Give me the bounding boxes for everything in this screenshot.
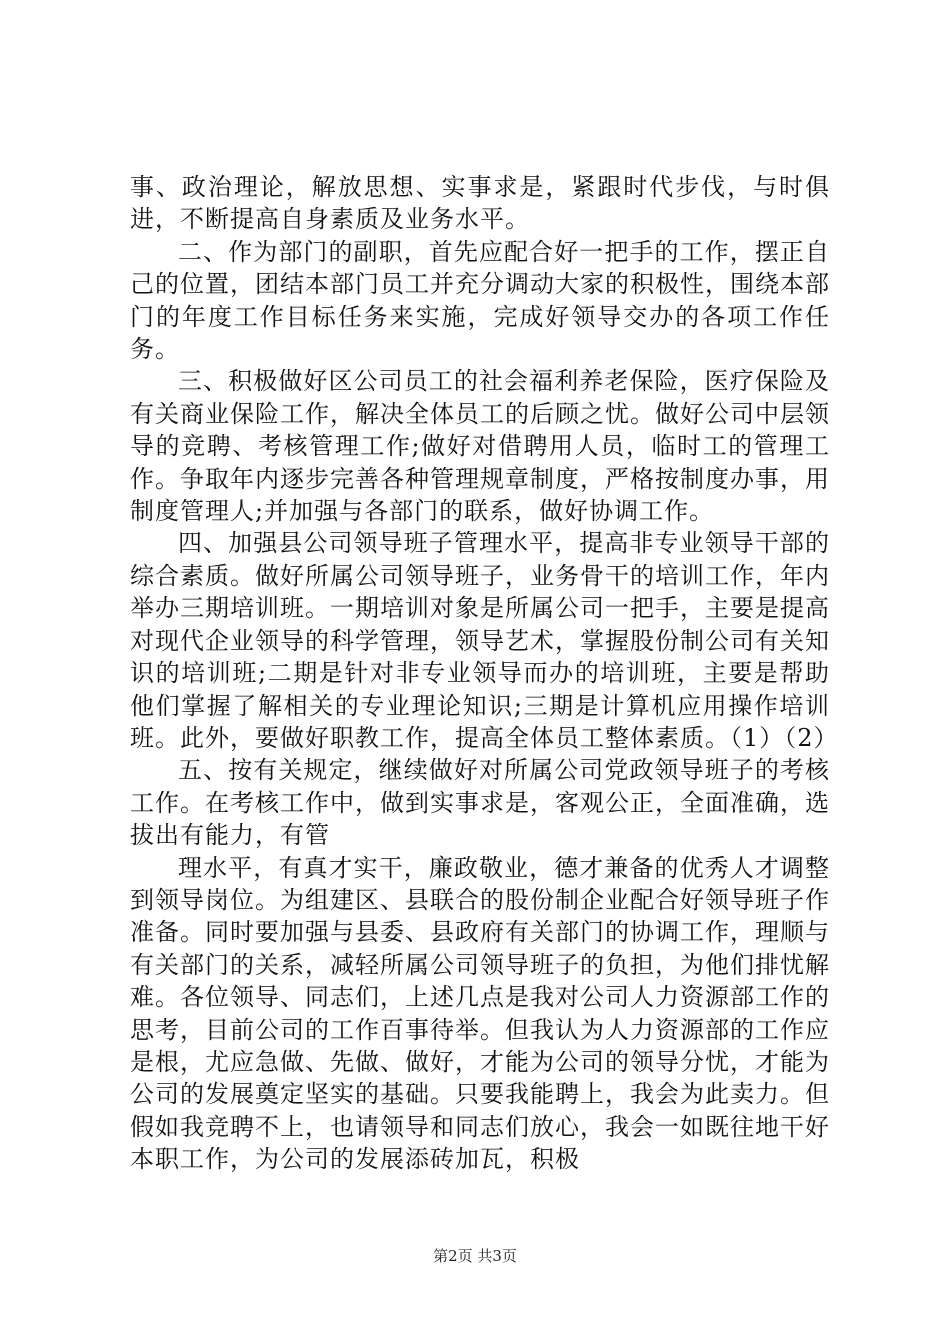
paragraph-4: 四、加强县公司领导班子管理水平，提高非专业领导干部的综合素质。做好所属公司领导班子，业务骨干的培训工作，年内举办三期培训班。一期培训对象是所属公司一把手，主要是提高对现代企业领导的科学管理，领导艺术，掌握股份制公司有关知识的培训班;二期是针对非专业领导而办的培训班，主要是帮助他们掌握了解相关的专业理论知识;三期是计算机应用操作培训班。此外，要做好职教工作，提高全体员工整体素质。（1）（2） (130, 529, 839, 752)
paragraph-6: 理水平，有真才实干，廉政敬业，德才兼备的优秀人才调整到领导岗位。为组建区、县联合的股份制企业配合好领导班子作准备。同时要加强与县委、县政府有关部门的协调工作，理顺与有关部门的关系，减轻所属公司领导班子的负担，为他们排忧解难。各位领导、同志们，上述几点是我对公司人力资源部工作的思考，目前公司的工作百事待举。但我认为人力资源部的工作应是根，尤应急做、先做、做好，才能为公司的领导分忧，才能为公司的发展奠定坚实的基础。只要我能聘上，我会为此卖力。但假如我竞聘不上，也请领导和同志们放心，我会一如既往地干好本职工作，为公司的发展添砖加瓦，积极 (130, 853, 830, 1174)
page-footer (0, 1245, 950, 1266)
paragraph-1: 事、政治理论，解放思想、实事求是，紧跟时代步伐，与时俱进，不断提高自身素质及业务水平。 (130, 173, 830, 234)
paragraph-2: 二、作为部门的副职，首先应配合好一把手的工作，摆正自己的位置，团结本部门员工并充分调动大家的积极性，围绕本部门的年度工作目标任务来实施，完成好领导交办的各项工作任务。 (130, 237, 830, 364)
paragraph-5: 五、按有关规定，继续做好对所属公司党政领导班子的考核工作。在考核工作中，做到实事求是，客观公正，全面准确，选拔出有能力，有管 (130, 756, 830, 850)
paragraph-3: 三、积极做好区公司员工的社会福利养老保险，医疗保险及有关商业保险工作，解决全体员工的后顾之忧。做好公司中层领导的竞聘、考核管理工作;做好对借聘用人员，临时工的管理工作。争取年内逐步完善各种管理规章制度，严格按制度办事，用制度管理人;并加强与各部门的联系，做好协调工作。 (130, 367, 830, 526)
page-number: 第2页 共3页 (433, 1247, 517, 1265)
body-text (130, 171, 839, 1176)
